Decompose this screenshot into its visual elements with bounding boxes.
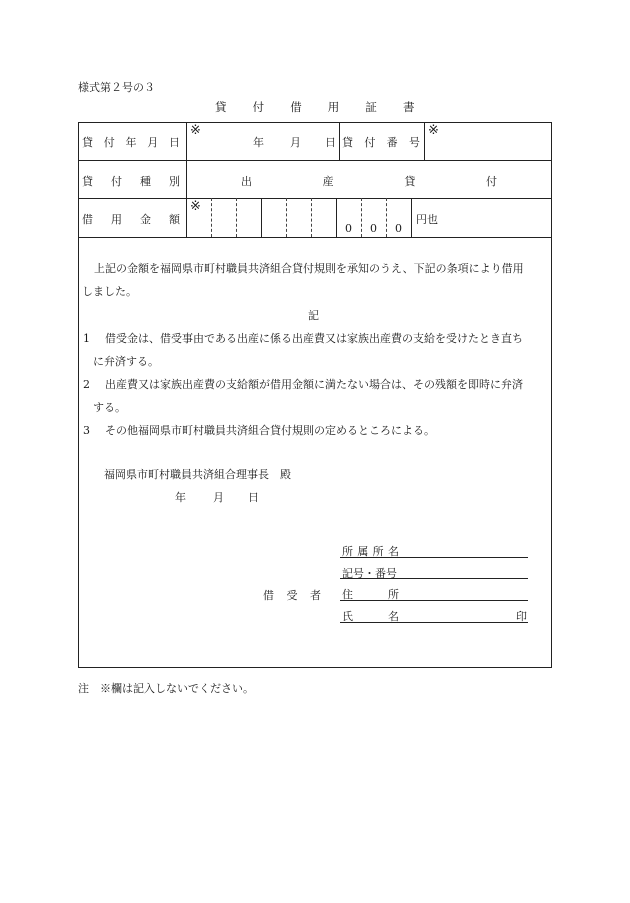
address-field[interactable] (340, 600, 528, 601)
clause-text: 出産費又は家族出産費の支給額が借用金額に満たない場合は、その残額を即時に弁済 (105, 378, 523, 391)
date-unit-year: 年 (175, 491, 186, 504)
title-char: 用 (327, 100, 340, 114)
clause-text: 借受金は、借受事由である出産に係る出産費又は家族出産費の支給を受けたとき直ち (105, 332, 523, 345)
footnote: 注 ※欄は記入しないでください。 (78, 682, 254, 695)
clause-number: 2 (83, 378, 90, 391)
title-char: 証 (365, 100, 378, 114)
address-label: 住 所 (342, 588, 399, 601)
clause-number: 1 (83, 332, 90, 345)
amount-digit-divider (311, 198, 312, 237)
row1-divider (424, 122, 425, 160)
amount-box-divider (261, 198, 262, 237)
amount-box-divider (336, 198, 337, 237)
table-row-divider (78, 198, 552, 199)
clause-text: する。 (93, 401, 126, 414)
affiliation-label: 所 属 所 名 (342, 545, 399, 558)
title-char: 借 (290, 100, 303, 114)
amount-digit-divider (386, 198, 387, 237)
title-char: 書 (402, 100, 415, 114)
title-char: 付 (252, 100, 265, 114)
date-unit-day: 日 (325, 136, 336, 149)
date-unit-year: 年 (253, 136, 264, 149)
clause-text: その他福岡県市町村職員共済組合貸付規則の定めるところによる。 (105, 424, 435, 437)
loan-amount-label: 借 用 金 額 (82, 213, 180, 226)
loan-type-value: 出 産 貸 付 (241, 175, 497, 188)
loan-date-label: 貸 付 年 月 日 (82, 136, 180, 149)
title-char: 貸 (215, 100, 227, 114)
clause-number: 3 (83, 424, 90, 437)
amount-digit-divider (211, 198, 212, 237)
seal-mark: 印 (516, 610, 527, 623)
amount-box-divider (411, 198, 412, 237)
amount-digit-zero: 0 (345, 222, 352, 235)
table-row-divider (78, 160, 552, 161)
clause-text: に弁済する。 (93, 355, 159, 368)
date-unit-day: 日 (248, 491, 259, 504)
row1-divider (339, 122, 340, 160)
office-use-mark: ※ (190, 123, 201, 138)
office-use-mark: ※ (190, 199, 201, 214)
office-use-mark: ※ (428, 123, 439, 138)
declaration-line: 上記の金額を福岡県市町村職員共済組合貸付規則を承知のうえ、下記の条項により借用 (94, 262, 524, 275)
date-unit-month: 月 (290, 136, 301, 149)
loan-number-field[interactable] (428, 140, 548, 156)
code-number-label: 記号・番号 (342, 567, 397, 580)
loan-number-label: 貸 付 番 号 (342, 136, 420, 149)
amount-digit-divider (236, 198, 237, 237)
declaration-line: しました。 (82, 285, 137, 298)
table-row-divider (78, 237, 552, 238)
name-label: 氏 名 (342, 610, 399, 623)
ki-heading: 記 (308, 309, 319, 322)
amount-digit-zero: 0 (395, 222, 402, 235)
name-field[interactable] (340, 622, 528, 623)
document-title (215, 99, 415, 115)
label-column-divider (186, 122, 187, 237)
date-unit-month: 月 (213, 491, 224, 504)
form-number: 様式第２号の３ (78, 81, 155, 94)
amount-digit-zero: 0 (370, 222, 377, 235)
amount-digit-divider (361, 198, 362, 237)
code-number-field[interactable] (340, 578, 528, 579)
borrower-label: 借 受 者 (263, 589, 321, 602)
amount-unit: 円也 (416, 213, 438, 226)
amount-digit-divider (286, 198, 287, 237)
loan-type-label: 貸 付 種 別 (82, 175, 180, 188)
affiliation-field[interactable] (340, 557, 528, 558)
addressee: 福岡県市町村職員共済組合理事長 殿 (104, 468, 291, 481)
